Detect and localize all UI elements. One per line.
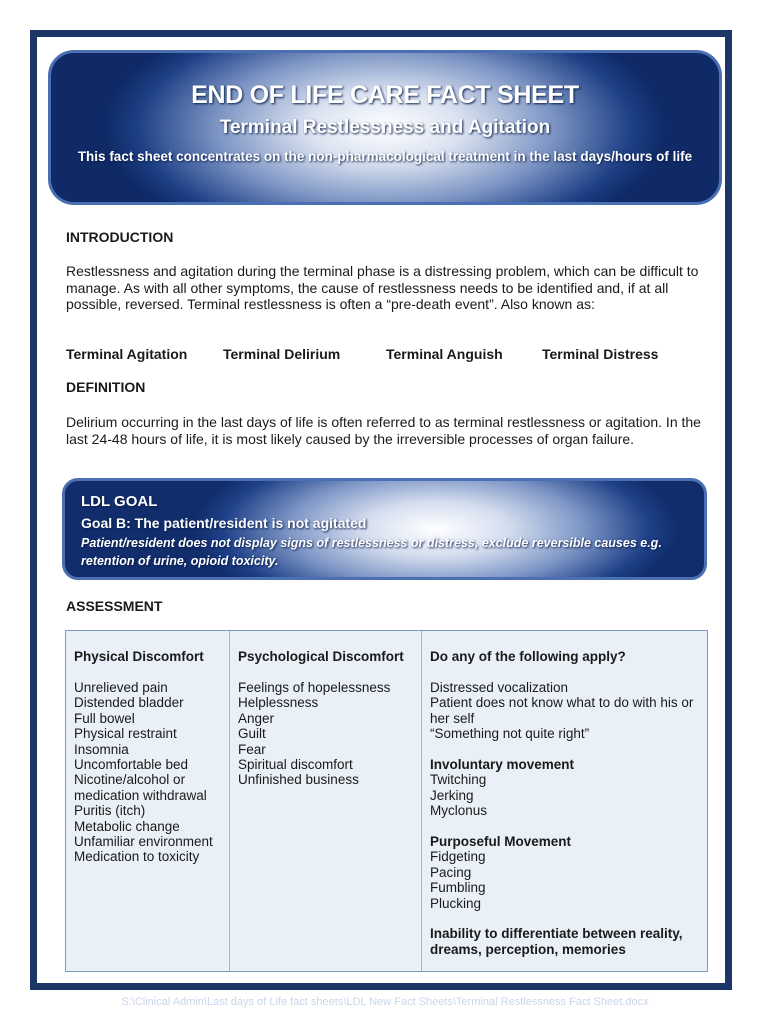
list-item: Anger — [238, 710, 275, 726]
list-item: Physical restraint — [74, 726, 177, 742]
list-item: Distended bladder — [74, 695, 184, 711]
file-path-footer: S:\Clinical Admin\Last days of Life fact sheets\LDL New Fact Sheets\Terminal Restlessness Fact Sheet.docx — [121, 996, 649, 1008]
inability-to-differentiate-heading: Inability to differentiate between reality, dreams, perception, memories — [430, 926, 683, 957]
ldl-goal-box — [62, 478, 707, 580]
list-item: Puritis (itch) — [74, 803, 146, 819]
list-item: Nicotine/alcohol or — [74, 772, 186, 788]
involuntary-movement-heading: Involuntary movement — [430, 757, 575, 773]
introduction-heading: INTRODUCTION — [66, 229, 174, 245]
definition-body: Delirium occurring in the last days of life is often referred to as terminal restlessness or agitation. In the last 24-48 hours of life, it is most likely caused by the irreversible processes of organ failure. — [66, 414, 701, 447]
list-item: Jerking — [430, 787, 474, 803]
list-item: Full bowel — [74, 710, 135, 726]
apply-checklist-column — [422, 631, 707, 971]
aka-terminal-agitation: Terminal Agitation — [66, 346, 188, 362]
physical-discomfort-list — [74, 680, 225, 865]
list-item: Unrelieved pain — [74, 680, 168, 695]
list-item: Patient does not know what to do with his or her self — [430, 695, 694, 726]
document-subtitle: Terminal Restlessness and Agitation — [219, 117, 551, 138]
column-header: Do any of the following apply? — [430, 649, 626, 664]
list-item: medication withdrawal — [74, 787, 207, 803]
introduction-body: Restlessness and agitation during the terminal phase is a distressing problem, which can be difficult to manage. As with all other symptoms, the cause of restlessness needs to be identified and, if at all possible, reversed. Terminal restlessness is often a “pre-death event”. Also known as: — [66, 263, 699, 312]
list-item: “Something not quite right” — [430, 726, 590, 742]
goal-b-statement: Goal B: The patient/resident is not agitated — [81, 515, 367, 531]
list-item: Helplessness — [238, 695, 319, 711]
aka-terminal-delirium: Terminal Delirium — [223, 346, 341, 362]
list-item: Metabolic change — [74, 818, 180, 834]
list-item: Myclonus — [430, 803, 488, 819]
list-item: Unfinished business — [238, 772, 359, 788]
title-banner — [48, 50, 722, 205]
physical-discomfort-column — [66, 631, 230, 971]
column-header: Physical Discomfort — [74, 649, 204, 664]
list-item: Fumbling — [430, 880, 486, 896]
aka-terminal-distress: Terminal Distress — [542, 346, 659, 362]
column-header: Psychological Discomfort — [238, 649, 404, 664]
list-item: Fear — [238, 741, 266, 757]
assessment-heading: ASSESSMENT — [66, 598, 163, 614]
purposeful-movement-heading: Purposeful Movement — [430, 834, 572, 850]
list-item: Feelings of hopelessness — [238, 680, 391, 695]
document-title: END OF LIFE CARE FACT SHEET — [191, 81, 579, 109]
psychological-discomfort-column — [230, 631, 422, 971]
aka-terminal-anguish: Terminal Anguish — [386, 346, 503, 362]
list-item: Pacing — [430, 864, 472, 880]
list-item: Uncomfortable bed — [74, 757, 189, 773]
list-item: Unfamiliar environment — [74, 834, 213, 850]
list-item: Fidgeting — [430, 849, 486, 865]
ldl-goal-heading: LDL GOAL — [81, 493, 158, 510]
list-item: Medication to toxicity — [74, 849, 200, 865]
assessment-table — [65, 630, 708, 972]
psychological-discomfort-list — [238, 680, 417, 788]
definition-heading: DEFINITION — [66, 379, 146, 395]
list-item: Spiritual discomfort — [238, 757, 353, 773]
list-item: Plucking — [430, 895, 482, 911]
list-item: Distressed vocalization — [430, 680, 569, 695]
list-item: Twitching — [430, 772, 487, 788]
document-tagline: This fact sheet concentrates on the non-pharmacological treatment in the last days/hours of life — [77, 149, 693, 164]
apply-checklist-list — [430, 680, 703, 957]
list-item: Insomnia — [74, 741, 129, 757]
goal-detail: Patient/resident does not display signs of restlessness or distress, exclude reversible causes e.g. retention of urine, opioid toxicity. — [81, 536, 662, 568]
list-item: Guilt — [238, 726, 266, 742]
